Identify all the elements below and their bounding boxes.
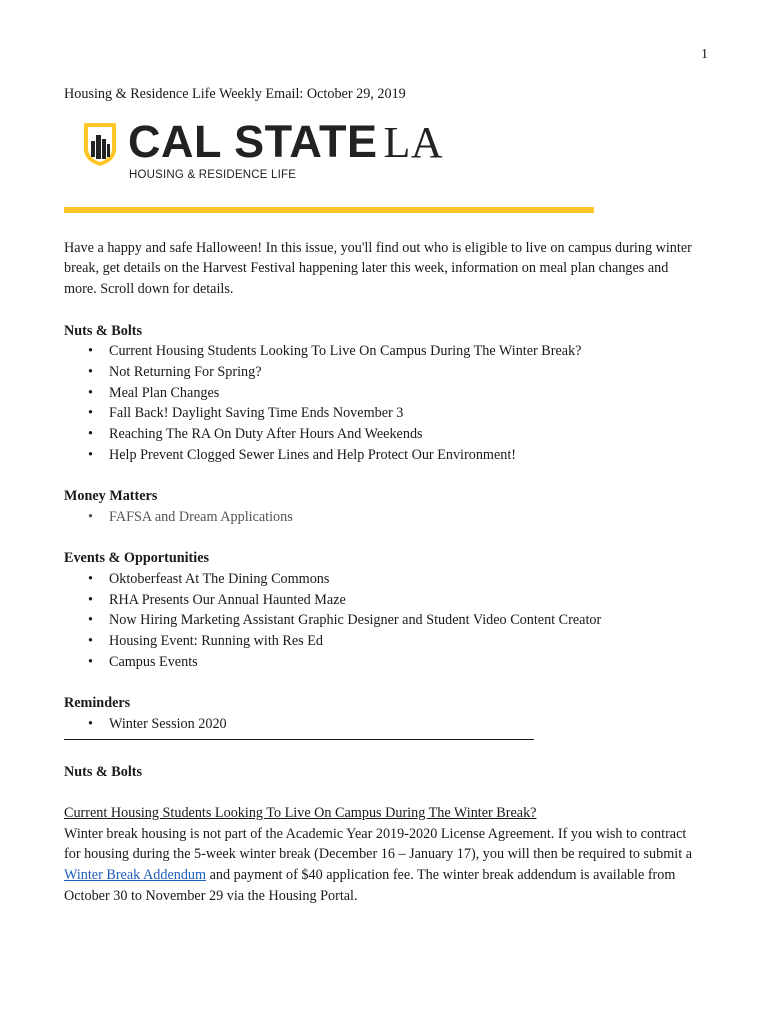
winter-break-addendum-link[interactable]: Winter Break Addendum [64, 867, 207, 884]
toc-item[interactable]: • Current Housing Students Looking To Live On Campus During The Winter Break? [109, 341, 694, 362]
article-body-text-continued: and payment of $40 application fee. The winter break addendum is available from October 30 to November 29 via the Housing Portal. [64, 867, 676, 904]
article-title: Current Housing Students Looking To Live On Campus During The Winter Break? [64, 804, 537, 821]
toc-section-nuts-bolts [64, 321, 694, 466]
article-body-text: Winter break housing is not part of the Academic Year 2019-2020 License Agreement. If you wish to contract for housing during the 5-week winter break (December 16 – January 17), you will then be required to submit a [64, 825, 693, 863]
toc-item[interactable]: • Housing Event: Running with Res Ed [109, 631, 694, 652]
toc-item[interactable]: • Now Hiring Marketing Assistant Graphic Designer and Student Video Content Creator [109, 610, 694, 631]
gold-divider-bar [64, 207, 594, 213]
cal-state-la-logo [64, 115, 694, 189]
toc-item[interactable]: • Reaching The RA On Duty After Hours And Weekends [109, 424, 694, 445]
shield-logo-icon [82, 121, 118, 167]
nuts-bolts-heading: Nuts & Bolts [64, 763, 143, 780]
toc-list [64, 569, 694, 673]
toc-item[interactable]: • Meal Plan Changes [109, 383, 694, 404]
logo-wordmark [128, 115, 444, 167]
toc-item[interactable]: • Winter Session 2020 [109, 714, 694, 735]
toc-list [64, 714, 694, 735]
article-body [64, 824, 694, 907]
toc-item[interactable]: • FAFSA and Dream Applications [109, 507, 694, 528]
horizontal-rule [64, 739, 534, 740]
toc-item[interactable]: • Oktoberfeast At The Dining Commons [109, 569, 694, 590]
toc-item[interactable]: • RHA Presents Our Annual Haunted Maze [109, 590, 694, 611]
toc-section-events [64, 548, 694, 672]
section-heading: Reminders [64, 695, 131, 712]
toc-item[interactable]: • Not Returning For Spring? [109, 362, 694, 383]
email-content [64, 84, 694, 906]
section-heading: Events & Opportunities [64, 550, 210, 567]
toc-section-reminders [64, 693, 694, 734]
logo-wordmark-text: CAL STATE [128, 115, 378, 167]
intro-paragraph: Have a happy and safe Halloween! In this issue, you'll find out who is eligible to live on campus during winter break, get details on the Harvest Festival happening later this week, information on meal plan changes and more. Scroll down for details. [64, 239, 692, 298]
page-number: 1 [701, 47, 708, 62]
toc-section-money-matters [64, 486, 694, 527]
toc-item[interactable]: • Help Prevent Clogged Sewer Lines and Help Protect Our Environment! [109, 445, 694, 466]
email-title: Housing & Residence Life Weekly Email: October 29, 2019 [64, 86, 406, 102]
section-heading: Nuts & Bolts [64, 322, 143, 339]
toc-item[interactable]: • Fall Back! Daylight Saving Time Ends November 3 [109, 403, 694, 424]
logo-wordmark-la: LA [383, 117, 444, 167]
logo-subtitle: HOUSING & RESIDENCE LIFE [129, 168, 297, 181]
section-heading: Money Matters [64, 488, 158, 505]
toc-list [64, 507, 694, 528]
toc-item[interactable]: • Campus Events [109, 652, 694, 673]
toc-list [64, 341, 694, 465]
